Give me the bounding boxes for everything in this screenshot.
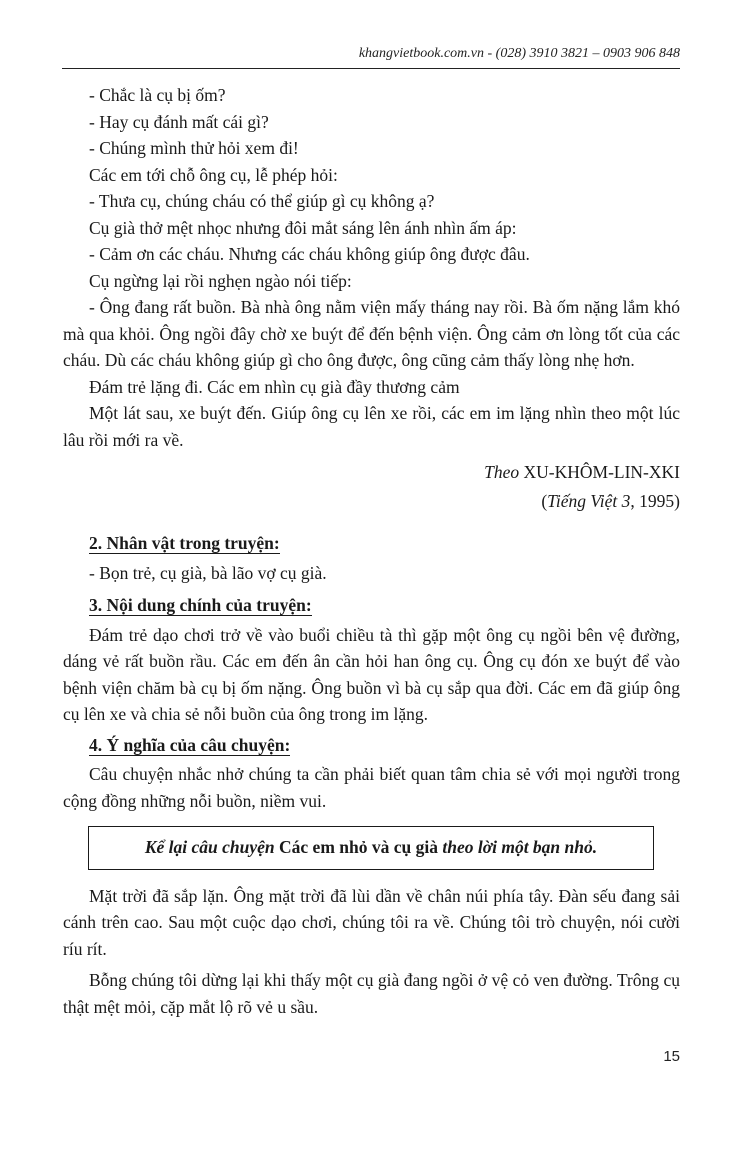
page-content: [63, 82, 680, 1020]
narration-line: Cụ già thở mệt nhọc nhưng đôi mắt sáng lên ánh nhìn ấm áp:: [89, 217, 517, 238]
section-body: Câu chuyện nhắc nhở chúng ta cần phải biết quan tâm chia sẻ với mọi người trong cộng đồng những nỗi buồn, niềm vui.: [63, 764, 680, 811]
dialogue-line: - Cảm ơn các cháu. Nhưng các cháu không giúp ông được đâu.: [89, 244, 530, 264]
page-header: khangvietbook.com.vn - (028) 3910 3821 – 0903 906 848: [358, 46, 680, 61]
source-attribution: [89, 459, 680, 486]
narration-line: Đám trẻ lặng đi. Các em nhìn cụ già đầy thương cảm: [89, 376, 460, 397]
section-heading: 2. Nhân vật trong truyện:: [89, 533, 280, 553]
source-book: Tiếng Việt 3: [547, 490, 631, 511]
dialogue-line: - Thưa cụ, chúng cháu có thể giúp gì cụ không ạ?: [89, 191, 435, 211]
section-body: - Bọn trẻ, cụ già, bà lão vợ cụ già.: [89, 562, 327, 583]
source-open: (: [541, 490, 548, 511]
source-book-line: [89, 488, 680, 515]
source-author: XU-KHÔM-LIN-XKI: [523, 462, 680, 482]
header-rule: [62, 68, 680, 69]
source-prefix: Theo: [484, 462, 520, 482]
task-part-1: Kể lại câu chuyện: [144, 837, 275, 857]
task-box: [88, 826, 654, 870]
dialogue-paragraph: - Ông đang rất buồn. Bà nhà ông nằm viện mấy tháng nay rồi. Bà ốm nặng lắm khó mà qua khỏi. Ông ngồi đây chờ xe buýt để đến bệnh viện. Ông cảm ơn lòng tốt của các cháu. Dù các cháu không giúp gì cho ông được, ông cũng cảm thấy lòng nhẹ hơn.: [63, 297, 680, 370]
dialogue-line: - Chắc là cụ bị ốm?: [89, 85, 226, 105]
task-part-2: Các em nhỏ và cụ già: [279, 837, 438, 857]
task-part-3: theo lời một bạn nhỏ.: [442, 837, 598, 857]
section-heading: 4. Ý nghĩa của câu chuyện:: [89, 734, 291, 755]
retell-paragraph: Mặt trời đã sắp lặn. Ông mặt trời đã lùi dần về chân núi phía tây. Đàn sếu đang sải cánh trên cao. Sau một cuộc dạo chơi, chúng tôi ra về. Chúng tôi trò chuyện, nói cười ríu rít.: [63, 885, 680, 959]
section-heading: 3. Nội dung chính của truyện:: [89, 595, 312, 615]
dialogue-line: - Chúng mình thử hỏi xem đi!: [89, 138, 299, 158]
narration-line: Cụ ngừng lại rồi nghẹn ngào nói tiếp:: [89, 270, 352, 291]
source-year: , 1995): [630, 490, 680, 511]
narration-paragraph: Một lát sau, xe buýt đến. Giúp ông cụ lên xe rồi, các em im lặng nhìn theo một lúc lâu rồi mới ra về.: [63, 403, 680, 450]
narration-line: Các em tới chỗ ông cụ, lễ phép hỏi:: [89, 164, 338, 185]
retell-paragraph: Bỗng chúng tôi dừng lại khi thấy một cụ già đang ngồi ở vệ cỏ ven đường. Trông cụ thật mệt mỏi, cặp mắt lộ rõ vẻ u sầu.: [63, 970, 680, 1017]
section-body: Đám trẻ dạo chơi trở về vào buổi chiều tà thì gặp một ông cụ ngồi bên vệ đường, dáng vẻ rất buồn rầu. Các em đến ân cần hỏi han ông cụ. Ông cụ đón xe buýt để vào bệnh viện chăm bà cụ bị ốm nặng. Ông buồn vì bà cụ sắp qua đời. Các em đã giúp ông cụ lên xe và chia sẻ nỗi buồn của ông trong im lặng.: [63, 624, 680, 724]
page-number: 15: [663, 1048, 680, 1065]
dialogue-line: - Hay cụ đánh mất cái gì?: [89, 111, 269, 132]
